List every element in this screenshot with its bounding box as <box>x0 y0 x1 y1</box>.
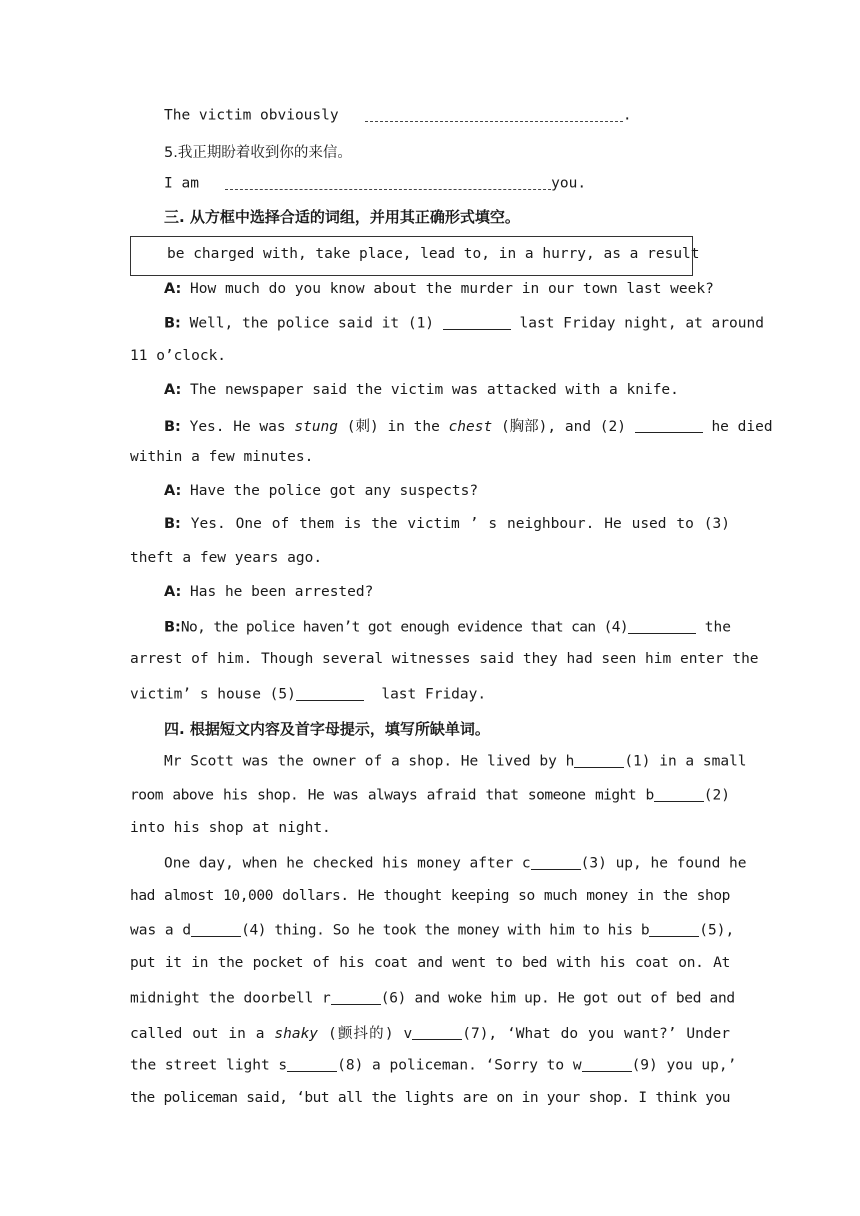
passage-line <box>164 752 747 770</box>
dialogue-text: last Friday night, at around <box>519 315 764 332</box>
passage-text: the street light s <box>130 1057 288 1074</box>
dialogue-text: he died <box>711 419 773 435</box>
passage-line <box>164 854 747 872</box>
passage-text: (4) thing. So he took the money with him to his b <box>241 922 650 939</box>
passage-text: midnight the doorbell r <box>130 990 331 1007</box>
passage-text: (7), ‘What do you want?’ Under <box>462 1026 730 1042</box>
passage-text: called out in a <box>130 1026 265 1042</box>
passage-line <box>130 1056 737 1074</box>
dialogue-text: victim’ s house (5) <box>130 686 296 703</box>
word-box-text: be charged with, take place, lead to, in a hurry, as a result <box>167 246 700 262</box>
dialogue-text: The newspaper said the victim was attacked with a knife. <box>190 382 679 398</box>
passage-line: had almost 10,000 dollars. He thought keeping so much money in the shop <box>130 888 730 904</box>
dialogue-line <box>164 382 730 398</box>
dialogue-line <box>164 281 730 297</box>
passage-text: Mr Scott was the owner of a shop. He lived by h <box>164 753 575 770</box>
passage-line <box>130 1022 730 1043</box>
item4-english-line <box>164 106 644 124</box>
answer-blank[interactable] <box>331 989 381 1005</box>
answer-blank[interactable] <box>365 106 623 122</box>
passage-line <box>130 921 735 939</box>
item5-english-end: you. <box>551 175 587 192</box>
passage-line: the policeman said, ‘but all the lights are on in your shop. I think you <box>130 1090 730 1106</box>
answer-blank[interactable] <box>287 1056 337 1072</box>
dialogue-line <box>164 314 764 332</box>
speaker-label: A: <box>164 281 182 297</box>
dialogue-line: within a few minutes. <box>130 449 314 465</box>
dialogue-line <box>164 618 730 636</box>
item5-chinese: 5.我正期盼着收到你的来信。 <box>164 145 352 161</box>
answer-blank[interactable] <box>225 174 551 190</box>
passage-text: One day, when he checked his money after c <box>164 855 531 872</box>
section4-heading: 四. 根据短文内容及首字母提示，填写所缺单词。 <box>164 720 490 738</box>
passage-line <box>130 786 730 804</box>
word-box <box>130 236 700 276</box>
speaker-label: B: <box>164 315 181 332</box>
dialogue-text: No, the police haven’t got enough evidence that can (4) <box>180 619 628 636</box>
answer-blank[interactable] <box>582 1056 632 1072</box>
speaker-label: B: <box>164 516 181 532</box>
passage-line: put it in the pocket of his coat and went to bed with his coat on. At <box>130 955 730 971</box>
dialogue-line: 11 o’clock. <box>130 348 227 364</box>
dialogue-text: (胸部), and (2) <box>500 419 626 435</box>
item4-english-text: The victim obviously <box>164 107 339 124</box>
passage-text: (5), <box>699 922 735 939</box>
answer-blank[interactable] <box>296 685 364 701</box>
answer-blank[interactable] <box>574 752 624 768</box>
dialogue-text: (刺) in the <box>346 419 440 435</box>
dialogue-text: Yes. He was <box>189 419 286 435</box>
answer-blank[interactable] <box>628 618 696 634</box>
dialogue-text: Yes. One of them is the victim ’ s neighbour. He used to (3) <box>190 516 730 532</box>
dialogue-text: last Friday. <box>381 686 487 703</box>
passage-text: (1) in a small <box>624 753 747 770</box>
item5-english-start: I am <box>164 175 199 192</box>
dialogue-line <box>164 516 730 532</box>
dialogue-line <box>164 483 730 499</box>
passage-line <box>130 989 735 1007</box>
passage-text: (3) up, he found he <box>580 855 747 872</box>
speaker-label: B: <box>164 619 181 636</box>
speaker-label: A: <box>164 483 182 499</box>
dialogue-text: Have the police got any suspects? <box>190 483 479 499</box>
speaker-label: B: <box>164 419 181 435</box>
italic-word: stung <box>294 419 339 435</box>
passage-text: (颤抖的) v <box>327 1026 413 1042</box>
answer-blank[interactable] <box>531 854 581 870</box>
answer-blank[interactable] <box>191 921 241 937</box>
dialogue-text: Has he been arrested? <box>190 584 374 600</box>
passage-text: (6) and woke him up. He got out of bed and <box>380 990 735 1007</box>
answer-blank[interactable] <box>635 418 703 434</box>
item4-end: . <box>622 107 632 124</box>
dialogue-line <box>164 584 730 600</box>
passage-text: was a d <box>130 922 192 939</box>
answer-blank[interactable] <box>443 314 511 330</box>
passage-text: room above his shop. He was always afraid that someone might b <box>130 787 654 804</box>
italic-word: chest <box>448 419 493 435</box>
dialogue-text: How much do you know about the murder in our town last week? <box>190 281 714 297</box>
dialogue-text: Well, the police said it (1) <box>189 315 435 332</box>
dialogue-line <box>164 415 773 436</box>
speaker-label: A: <box>164 584 182 600</box>
passage-text: (9) you up,’ <box>631 1057 737 1074</box>
section3-heading: 三. 从方框中选择合适的词组，并用其正确形式填空。 <box>164 208 520 226</box>
dialogue-line: arrest of him. Though several witnesses said they had seen him enter the <box>130 651 759 667</box>
passage-line: into his shop at night. <box>130 820 331 836</box>
italic-word: shaky <box>274 1026 319 1042</box>
answer-blank[interactable] <box>654 786 704 802</box>
dialogue-line <box>130 685 730 703</box>
item5-english-line <box>164 174 604 192</box>
passage-text: (8) a policeman. ‘Sorry to w <box>337 1057 582 1074</box>
passage-text: (2) <box>703 787 730 804</box>
dialogue-line: theft a few years ago. <box>130 550 323 566</box>
speaker-label: A: <box>164 382 182 398</box>
answer-blank[interactable] <box>649 921 699 937</box>
answer-blank[interactable] <box>412 1025 462 1041</box>
dialogue-text: the <box>704 619 731 636</box>
